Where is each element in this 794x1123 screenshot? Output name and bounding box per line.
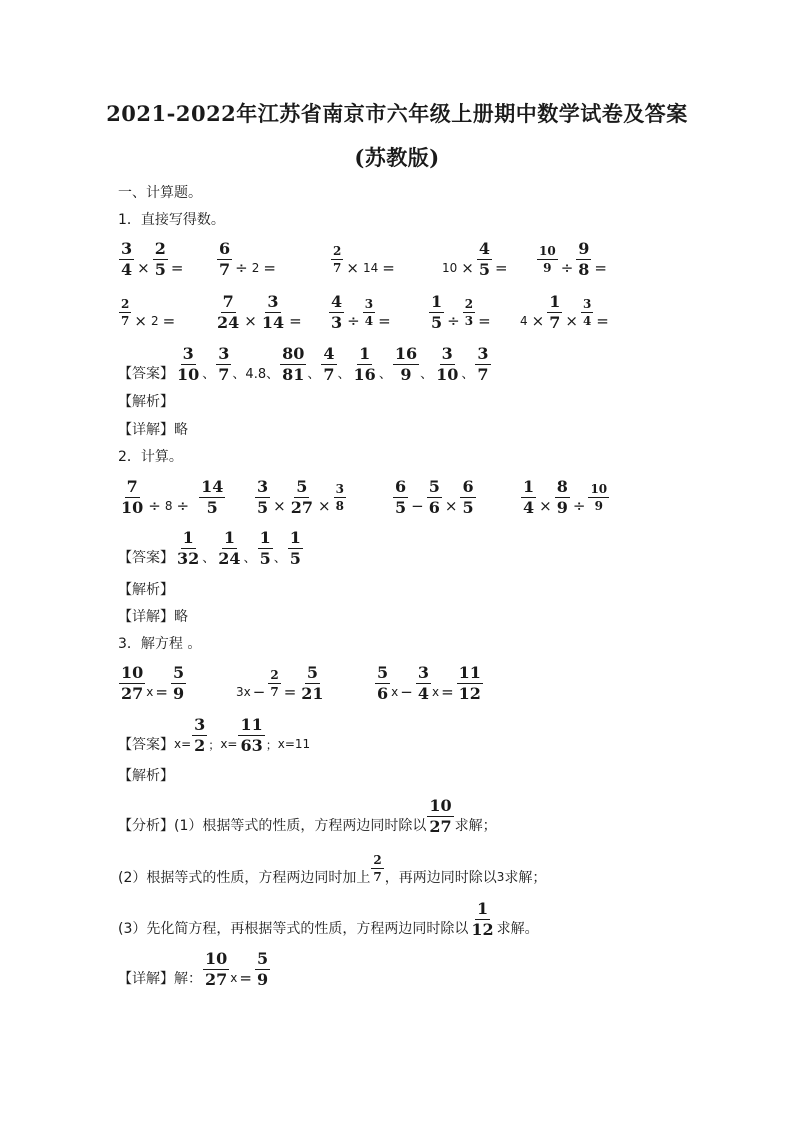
fraction-numerator: 11 [240,714,263,734]
fraction [393,343,419,384]
fraction-denominator: 5 [257,497,269,517]
fraction-denominator: 4 [417,683,429,703]
fraction-numerator: 5 [256,948,269,968]
fraction [416,662,431,703]
fraction-numerator: 4 [331,291,343,311]
fraction [268,669,280,698]
fraction-denominator: 10 [436,364,459,384]
fraction-numerator: 6 [395,476,407,496]
fraction [203,948,229,989]
fraction-numerator: 4 [478,238,490,258]
fraction-denominator: 7 [333,260,342,275]
fraction [119,298,131,327]
q3-answer: 【答案】 x= $\frac{3}{2}$ ； x= $\frac{11}{63}$ ； x=11 [118,714,311,755]
fraction [375,662,390,703]
fraction [171,662,186,703]
fraction-numerator: 1 [523,476,535,496]
fraction-denominator: 3 [331,312,343,332]
fraction [288,527,303,568]
fraction-denominator: 7 [270,684,279,699]
fraction-numerator: 1 [182,527,194,547]
fraction-denominator: 5 [395,497,407,517]
fraction [255,476,270,517]
fraction [363,298,375,327]
fraction-numerator: 1 [259,527,271,547]
fraction-denominator: 12 [458,683,481,703]
fraction-denominator: 27 [205,969,228,989]
fraction-denominator: 10 [177,364,200,384]
fraction-numerator: 1 [431,291,443,311]
q3-analysis-3: (3）先化简方程，再根据等式的性质，方程两边同时除以 $\frac{1}{12}$ 求解。 [118,898,539,939]
fraction-numerator: 5 [306,662,318,682]
fraction-numerator: 10 [121,662,144,682]
fraction-denominator: 4 [582,313,592,328]
fraction-denominator: 63 [240,735,263,755]
fraction [460,476,475,517]
fraction [289,476,315,517]
q2-analysis: 【解析】 [118,582,174,598]
q3-analysis: 【解析】 [118,768,174,784]
fraction [475,343,490,384]
fraction-numerator: 11 [458,662,481,682]
fraction-denominator: 9 [594,498,603,513]
fraction-denominator: 7 [549,312,561,332]
fraction-numerator: 9 [578,238,590,258]
fraction [192,714,207,755]
fraction-denominator: 9 [172,683,185,703]
fraction-numerator: 4 [323,343,335,363]
q3-analysis-1: 【分析】(1）根据等式的性质，方程两边同时除以 $\frac{10}{27}$ 求解； [118,795,497,836]
fraction-denominator: 32 [177,548,200,568]
fraction [119,662,145,703]
fraction [199,476,225,517]
fraction-denominator: 4 [364,313,374,328]
fraction-numerator: 10 [205,948,228,968]
fraction [299,662,325,703]
fraction [393,476,408,517]
fraction-denominator: 12 [471,919,494,939]
fraction-numerator: 2 [154,238,166,258]
fraction [258,527,273,568]
fraction [175,343,201,384]
fraction-denominator: 10 [121,497,144,517]
fraction-denominator: 24 [217,312,240,332]
question-1-heading: 1．直接写得数。 [118,212,225,228]
fraction-denominator: 16 [353,364,376,384]
fraction [429,291,444,332]
fraction-numerator: 80 [282,343,305,363]
fraction-denominator: 3 [464,313,474,328]
q3-analysis-2: (2）根据等式的性质，方程两边同时加上 $\frac{2}{7}$ ，再两边同时除以 3 求解； [118,852,547,886]
fraction-numerator: 3 [335,481,344,496]
fraction [537,245,558,274]
fraction-numerator: 3 [267,291,279,311]
fraction-denominator: 7 [323,364,335,384]
fraction-denominator: 27 [290,497,313,517]
fraction-denominator: 4 [523,497,535,517]
fraction-denominator: 27 [121,683,144,703]
fraction-denominator: 5 [478,259,490,279]
fraction-numerator: 5 [296,476,308,496]
section-heading: 一、计算题。 [118,185,202,201]
fraction-denominator: 8 [335,498,344,513]
fraction [238,714,264,755]
fraction-denominator: 9 [556,497,568,517]
fraction-numerator: 1 [223,527,235,547]
fraction-numerator: 3 [582,296,592,311]
fraction-numerator: 1 [549,291,561,311]
fraction-numerator: 8 [556,476,568,496]
fraction-numerator: 16 [394,343,418,363]
title-line-1: 2021-2022年江苏省南京市六年级上册期中数学试卷及答案 [106,101,688,126]
q1-detail: 【详解】略 [118,422,188,438]
fraction-numerator: 2 [373,852,382,867]
fraction-numerator: 1 [289,527,301,547]
fraction [119,238,134,279]
fraction [334,483,346,512]
fraction [581,298,593,327]
fraction-denominator: 5 [259,548,271,568]
fraction [215,291,241,332]
q1-analysis: 【解析】 [118,394,174,410]
fraction-numerator: 3 [218,343,230,363]
fraction-numerator: 3 [194,714,206,734]
fraction-denominator: 7 [218,364,230,384]
fraction-numerator: 5 [428,476,440,496]
fraction [588,483,609,512]
fraction [321,343,336,384]
fraction [576,238,591,279]
question-2-heading: 2．计算。 [118,449,183,465]
fraction [555,476,570,517]
fraction [280,343,306,384]
fraction-denominator: 27 [429,816,452,836]
fraction-numerator: 7 [126,476,138,496]
fraction [463,298,475,327]
fraction-denominator: 2 [194,735,206,755]
fraction [255,948,270,989]
fraction-numerator: 3 [441,343,453,363]
question-3-heading: 3．解方程 。 [118,636,202,652]
fraction-denominator: 6 [377,683,389,703]
fraction-denominator: 8 [578,259,590,279]
fraction-numerator: 10 [590,481,608,496]
fraction-numerator: 2 [333,243,342,258]
fraction-numerator: 10 [539,243,556,258]
fraction-denominator: 6 [428,497,440,517]
title-line-2: (苏教版) [354,145,440,170]
fraction [371,854,383,883]
fraction-denominator: 9 [256,969,269,989]
fraction [352,343,378,384]
fraction-denominator: 21 [301,683,324,703]
fraction-numerator: 6 [219,238,231,258]
fraction-denominator: 5 [154,259,166,279]
fraction-numerator: 6 [462,476,474,496]
fraction-numerator: 5 [377,662,389,682]
fraction-denominator: 5 [206,497,218,517]
fraction [521,476,536,517]
fraction [153,238,168,279]
fraction [434,343,460,384]
fraction [469,898,495,939]
fraction-denominator: 14 [261,312,285,332]
fraction-numerator: 3 [417,662,429,682]
fraction-denominator: 7 [121,313,130,328]
fraction [329,291,344,332]
fraction-numerator: 3 [364,296,374,311]
fraction-numerator: 1 [359,343,371,363]
fraction-denominator: 5 [462,497,474,517]
fraction [331,245,343,274]
fraction-numerator: 10 [429,795,452,815]
fraction-denominator: 5 [431,312,443,332]
fraction [477,238,492,279]
fraction [216,527,242,568]
fraction [119,476,145,517]
fraction-denominator: 5 [289,548,301,568]
fraction-denominator: 4 [121,259,133,279]
fraction [427,476,442,517]
fraction-denominator: 9 [543,260,552,275]
fraction-denominator: 9 [400,364,412,384]
fraction [216,343,231,384]
fraction-numerator: 14 [201,476,224,496]
fraction-numerator: 5 [172,662,185,682]
fraction [217,238,232,279]
fraction-denominator: 81 [282,364,305,384]
fraction-numerator: 3 [182,343,194,363]
q2-detail: 【详解】略 [118,609,188,625]
fraction-numerator: 3 [477,343,489,363]
fraction [457,662,483,703]
fraction-numerator: 3 [257,476,269,496]
fraction-numerator: 7 [222,291,234,311]
fraction-denominator: 24 [218,548,241,568]
fraction-denominator: 7 [373,869,382,884]
fraction-numerator: 2 [270,667,279,682]
fraction [547,291,562,332]
fraction-denominator: 7 [477,364,489,384]
fraction-numerator: 2 [121,296,130,311]
q3-detail: 【详解】解： $\frac{10}{27}$ x = $\frac{5}{9}$ [118,948,269,989]
fraction-numerator: 3 [121,238,133,258]
fraction [260,291,286,332]
q2-answer: 【答案】 $\frac{1}{32}$ 、 $\frac{1}{24}$ 、 $\frac{1}{5}$ 、 $\frac{1}{5}$ [118,527,301,568]
fraction [427,795,453,836]
fraction [175,527,201,568]
q1-answer: 【答案】 $\frac{3}{10}$ 、 $\frac{3}{7}$ 、4.8、 $\frac{80}{81}$ 、 $\frac{4}{7}$ 、 $\frac{1}{16}$ 、 $\frac{16}{9}$ 、 $\frac{3}{10}$ 、 $\frac{3}{7}$ [118,343,489,384]
fraction-numerator: 1 [476,898,489,918]
fraction-numerator: 2 [464,296,474,311]
fraction-denominator: 7 [219,259,231,279]
